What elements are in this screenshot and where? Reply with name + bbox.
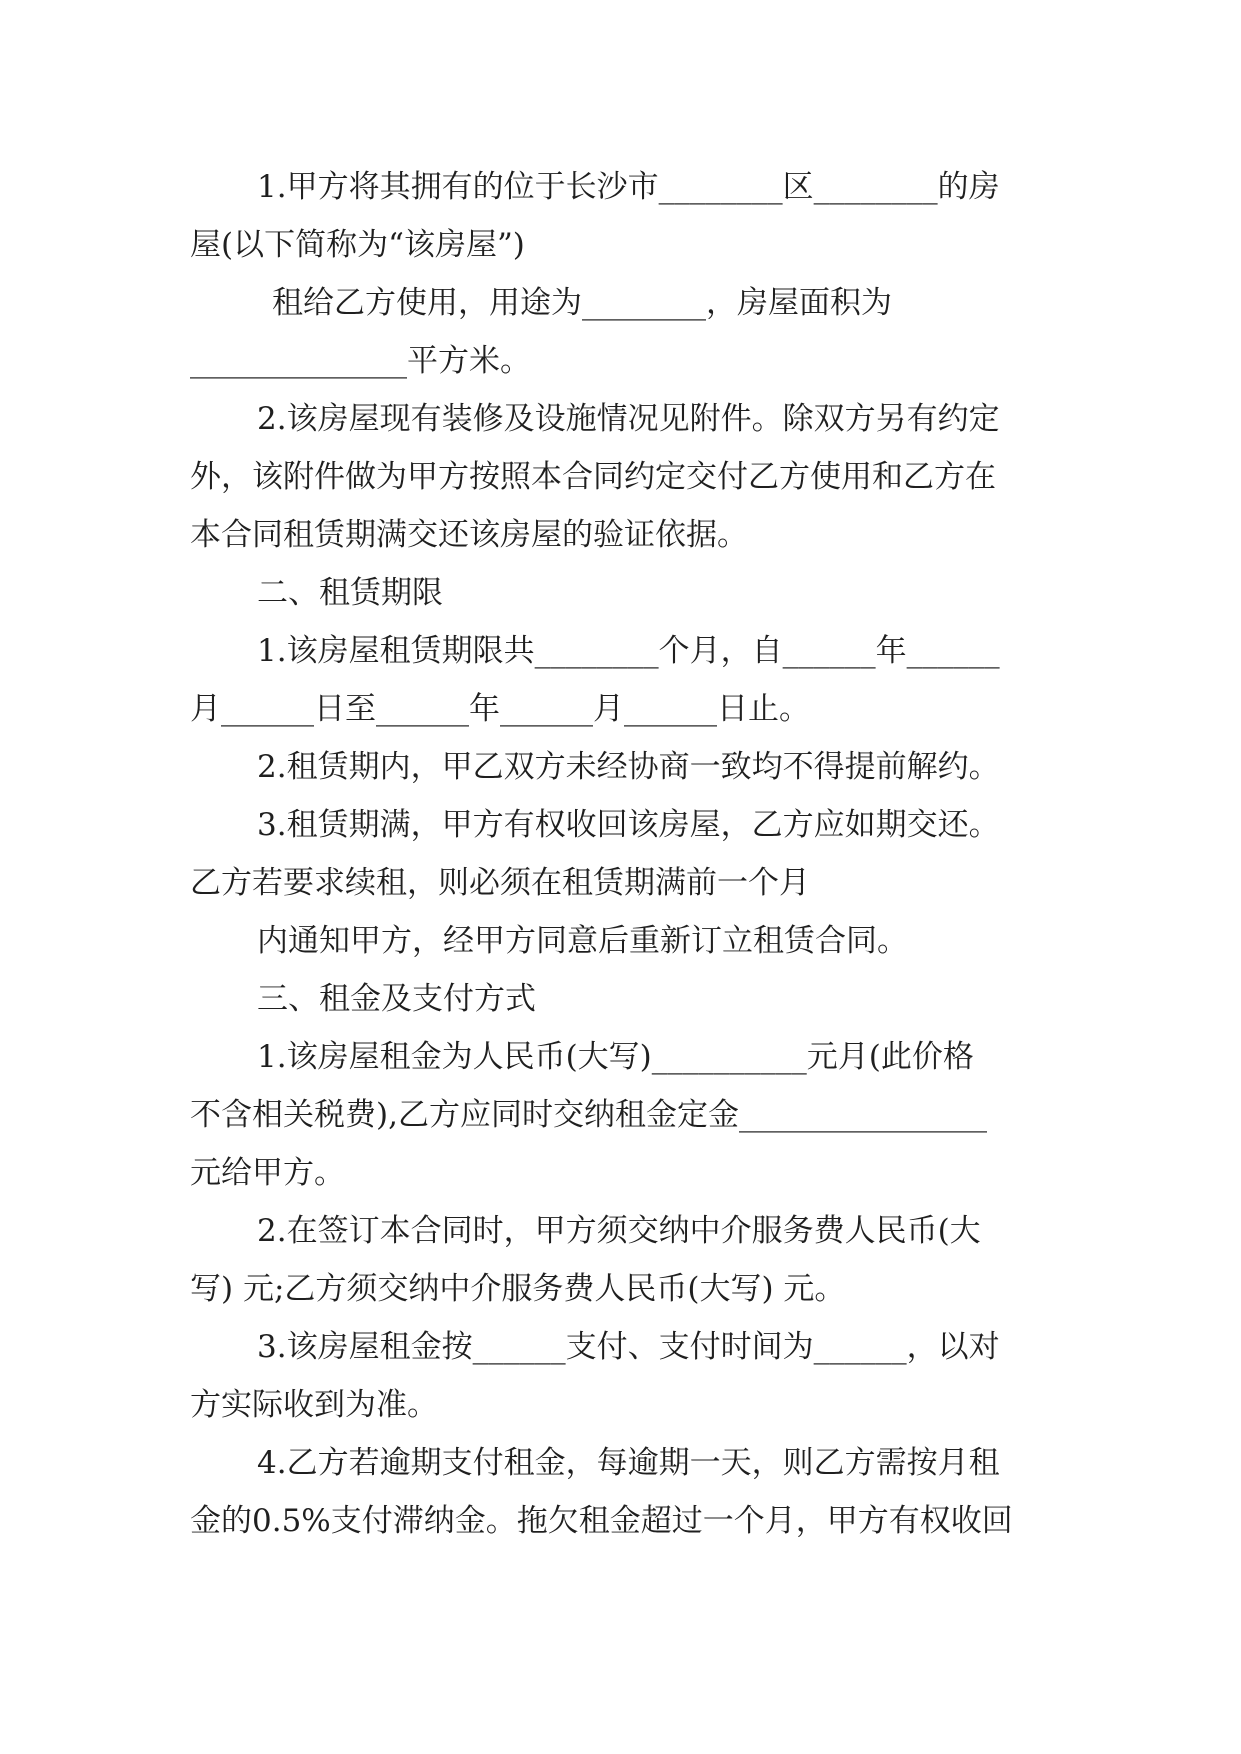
section-heading: 三、租金及支付方式 [257,981,536,1017]
text-line: 1.该房屋租金为人民币(大写)__________元月(此价格 [257,1039,974,1075]
text-line: 本合同租赁期满交还该房屋的验证依据。 [190,517,748,553]
text-line: 租给乙方使用，用途为________，房屋面积为 [272,285,892,321]
text-line: 屋(以下简称为“该房屋”) [190,227,525,263]
section-heading: 二、租赁期限 [257,575,443,611]
text-line: 2.该房屋现有装修及设施情况见附件。除双方另有约定 [257,401,1000,437]
text-line: 4.乙方若逾期支付租金，每逾期一天，则乙方需按月租 [257,1445,1000,1481]
text-line: 乙方若要求续租，则必须在租赁期满前一个月 [190,865,810,901]
text-line: 2.在签订本合同时，甲方须交纳中介服务费人民币(大 [257,1213,981,1249]
text-line: 不含相关税费),乙方应同时交纳租金定金________________ [190,1097,987,1133]
text-line: 1.该房屋租赁期限共________个月，自______年______ [257,633,1000,669]
text-line: 1.甲方将其拥有的位于长沙市________区________的房 [257,169,1000,205]
text-line: 月______日至______年______月______日止。 [190,691,810,727]
text-line: 写) 元;乙方须交纳中介服务费人民币(大写) 元。 [190,1271,846,1307]
text-line: 3.该房屋租金按______支付、支付时间为______，以对 [257,1329,1000,1365]
text-line: 内通知甲方，经甲方同意后重新订立租赁合同。 [257,923,908,959]
text-line: 方实际收到为准。 [190,1387,438,1423]
text-line: 2.租赁期内，甲乙双方未经协商一致均不得提前解约。 [257,749,1000,785]
text-line: 金的0.5%支付滞纳金。拖欠租金超过一个月，甲方有权收回 [190,1503,1013,1539]
text-line: ______________平方米。 [190,343,531,379]
text-line: 外，该附件做为甲方按照本合同约定交付乙方使用和乙方在 [190,459,996,495]
text-line: 3.租赁期满，甲方有权收回该房屋，乙方应如期交还。 [257,807,1000,843]
text-line: 元给甲方。 [190,1155,345,1191]
